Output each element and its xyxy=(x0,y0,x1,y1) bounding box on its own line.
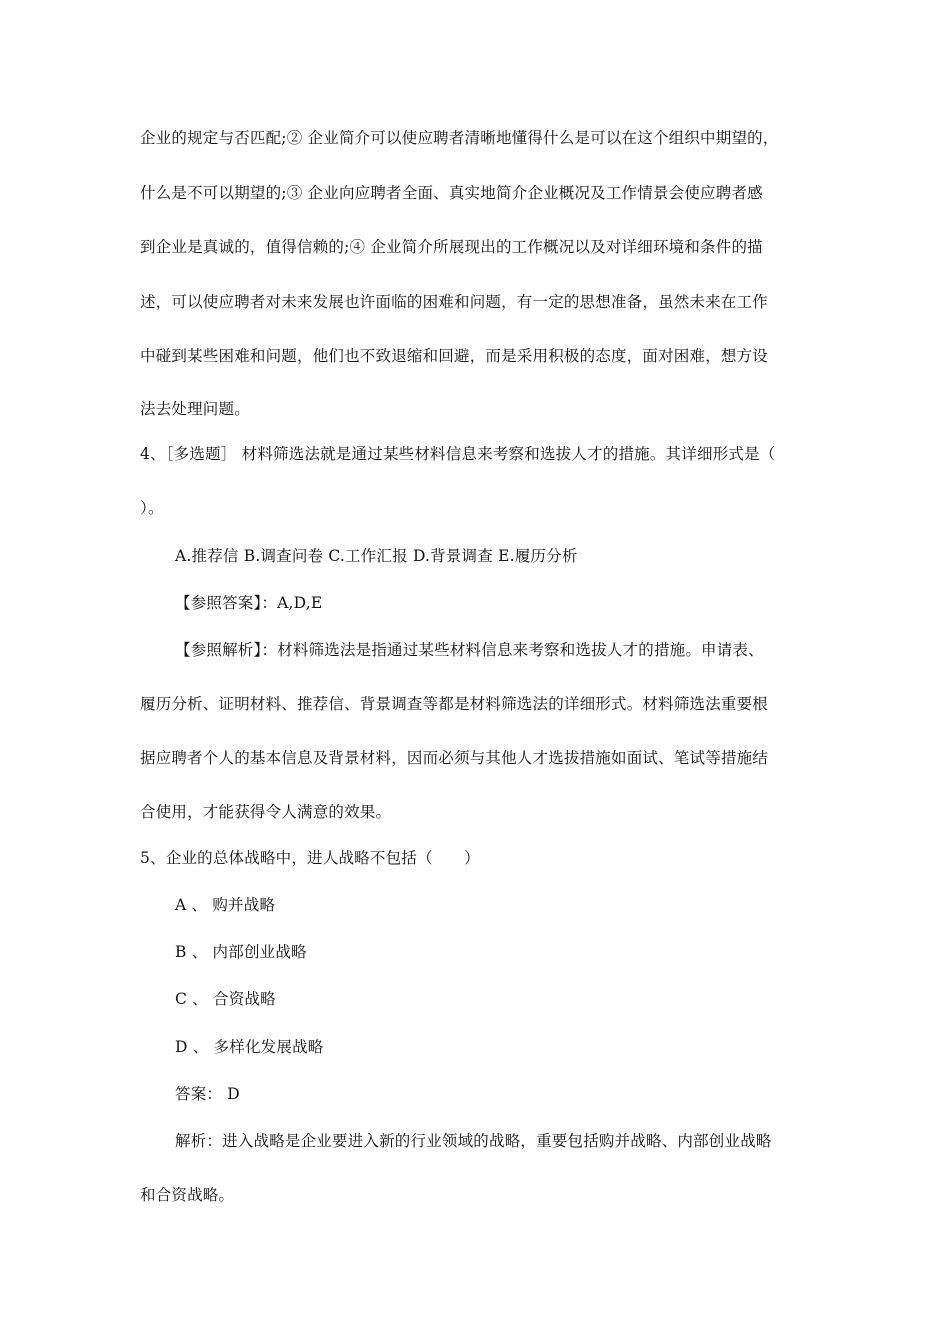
q4-stem-line-2: ）。 xyxy=(140,499,164,517)
q4-analysis-line-4: 合使用，才能获得令人满意的效果。 xyxy=(140,803,392,821)
q4-analysis-line-2: 履历分析、证明材料、推荐信、背景调查等都是材料筛选法的详细形式。材料筛选法重要根 xyxy=(140,695,769,713)
q5-stem: 5、企业的总体战略中，进人战略不包括（ ） xyxy=(140,849,480,867)
prev-explanation-line-1: 企业的规定与否匹配;② 企业简介可以使应聘者清晰地懂得什么是可以在这个组织中期望的， xyxy=(140,129,779,147)
q4-options: A.推荐信 B.调查问卷 C.工作汇报 D.背景调查 E.履历分析 xyxy=(175,547,578,565)
q4-analysis-line-1: 【参照解析】：材料筛选法是指通过某些材料信息来考察和选拔人才的措施。申请表、 xyxy=(175,641,764,659)
q5-option-c: C 、 合资战略 xyxy=(175,990,276,1008)
prev-explanation-line-5: 中碰到某些困难和问题，他们也不致退缩和回避，而是采用积极的态度，面对困难，想方设 xyxy=(140,347,769,365)
q4-answer: 【参照答案】：A,D,E xyxy=(175,594,323,612)
prev-explanation-line-2: 什么是不可以期望的;③ 企业向应聘者全面、真实地简介企业概况及工作情景会使应聘者感 xyxy=(140,184,763,202)
q5-analysis-line-2: 和合资战略。 xyxy=(140,1186,235,1204)
q4-analysis-line-3: 据应聘者个人的基本信息及背景材料，因而必须与其他人才选拔措施如面试、笔试等措施结 xyxy=(140,749,769,767)
q5-option-a: A 、 购并战略 xyxy=(175,896,276,914)
q5-option-b: B 、 内部创业战略 xyxy=(175,943,307,961)
q5-analysis-line-1: 解析：进入战略是企业要进入新的行业领域的战略，重要包括购并战略、内部创业战略 xyxy=(175,1132,772,1150)
q5-option-d: D 、 多样化发展战略 xyxy=(175,1038,324,1056)
prev-explanation-line-3: 到企业是真诚的，值得信赖的;④ 企业简介所展现出的工作概况以及对详细环境和条件的描 xyxy=(140,238,763,256)
q5-answer: 答案： D xyxy=(175,1085,240,1103)
prev-explanation-line-4: 述，可以使应聘者对未来发展也许面临的困难和问题，有一定的思想准备，虽然未来在工作 xyxy=(140,293,769,311)
q4-stem-line-1: 4、［多选题］ 材料筛选法就是通过某些材料信息来考察和选拔人才的措施。其详细形式是（ xyxy=(140,445,776,463)
prev-explanation-line-6: 法去处理问题。 xyxy=(140,400,250,418)
